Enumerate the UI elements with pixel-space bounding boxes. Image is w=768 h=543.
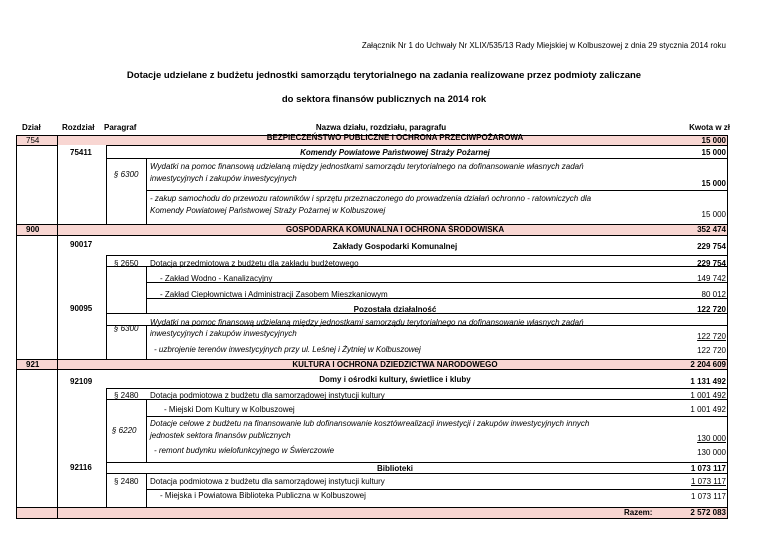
column-header-kwota: Kwota w zł — [689, 123, 730, 132]
dzial-921-name: KULTURA I OCHRONA DZIEDZICTWA NARODOWEGO — [292, 360, 498, 369]
paragraf-2480-92116-text: Dotacja podmiotowa z budżetu dla samorządowej instytucji kultury — [150, 477, 385, 486]
paragraf-6300-code: § 6300 — [114, 170, 139, 179]
task-amount: 15 000 — [701, 210, 726, 219]
task-wod-kan: - Zakład Wodno - Kanalizacyjny — [160, 274, 273, 283]
paragraf-2650-amount: 229 754 — [697, 259, 726, 268]
rozdzial-75411-name: Komendy Powiatowe Państwowej Straży Pożarnej — [300, 148, 490, 157]
rozdzial-90095-name: Pozostała działalność — [353, 305, 437, 314]
task-biblioteka-amount: 1 073 117 — [691, 492, 726, 501]
paragraf-2480-92109-amount: 1 001 492 — [690, 391, 726, 400]
document-title-line2: do sektora finansów publicznych na 2014 rok — [281, 94, 487, 105]
rozdzial-92109-name: Domy i ośrodki kultury, świetlice i kluby — [319, 375, 471, 384]
task-mdk: - Miejski Dom Kultury w Kolbuszowej — [164, 405, 295, 414]
rozdzial-90017-amount: 229 754 — [697, 242, 726, 251]
column-header-rozdzial: Rozdział — [62, 123, 95, 132]
column-header-dzial: Dział — [22, 123, 41, 132]
dzial-900-amount: 352 474 — [697, 225, 726, 234]
rozdzial-92109-code: 92109 — [70, 377, 93, 386]
paragraf-2480-92109-text: Dotacja podmiotowa z budżetu dla samorządowej instytucji kultury — [150, 391, 385, 400]
column-header-paragraf: Paragraf — [104, 123, 137, 132]
column-header-nazwa: Nazwa działu, rozdziału, paragrafu — [315, 123, 447, 132]
task-cieplownictwo: - Zakład Ciepłownictwa i Administracji Zasobem Mieszkaniowym — [160, 290, 388, 299]
dzial-921-code: 921 — [26, 360, 40, 369]
task-line2: Komendy Powiatowej Państwowej Straży Pożarnej w Kolbuszowej — [150, 206, 386, 215]
paragraf-2650-code: § 2650 — [114, 259, 139, 268]
document-title-line1: Dotacje udzielane z budżetu jednostki samorządu terytorialnego na zadania realizowane przez podmioty zaliczane — [126, 70, 642, 81]
rozdzial-90095-amount: 122 720 — [697, 305, 726, 314]
total-amount: 2 572 083 — [690, 508, 726, 517]
paragraf-6300-90095-text-line2: inwestycyjnych i zakupów inwestycyjnych — [150, 329, 297, 338]
rozdzial-92116-name: Biblioteki — [376, 464, 413, 473]
dzial-900-name: GOSPODARKA KOMUNALNA I OCHRONA ŚRODOWISKA — [285, 225, 505, 234]
rozdzial-90017-code: 90017 — [70, 240, 93, 249]
paragraf-2480-92116-code: § 2480 — [114, 477, 139, 486]
paragraf-6220-amount: 130 000 — [697, 434, 726, 443]
task-wod-kan-amount: 149 742 — [697, 274, 726, 283]
paragraf-2480-92109-code: § 2480 — [114, 391, 139, 400]
paragraf-2650-text: Dotacja przedmiotowa z budżetu dla zakładu budżetowego — [150, 259, 359, 268]
task-uzbrojenie-amount: 122 720 — [697, 346, 726, 355]
task-swierczow-amount: 130 000 — [697, 448, 726, 457]
dzial-754-code: 754 — [26, 136, 40, 145]
paragraf-6220-code: § 6220 — [112, 426, 137, 435]
task-cieplownictwo-amount: 80 012 — [701, 290, 726, 299]
dzial-754-name: BEZPIECZEŃSTWO PUBLICZNE I OCHRONA PRZECIWPOŻAROWA — [266, 133, 524, 142]
dzial-921-amount: 2 204 609 — [690, 360, 726, 369]
rozdzial-90017-name: Zakłady Gospodarki Komunalnej — [332, 242, 458, 251]
paragraf-6220-text-line1: Dotacje celowe z budżetu na finansowanie lub dofinansowanie kosztówrealizacji inwestycji i zakupów inwestycyjnych innych — [150, 419, 590, 428]
paragraf-2480-92116-amount: 1 073 117 — [691, 477, 726, 486]
rozdzial-75411-code: 75411 — [70, 148, 92, 157]
rozdzial-92116-code: 92116 — [70, 463, 92, 472]
header-note: Załącznik Nr 1 do Uchwały Nr XLIX/535/13 Rady Miejskiej w Kolbuszowej z dnia 29 stycznia 2014 roku — [361, 41, 726, 50]
task-swierczow: - remont budynku wielofunkcyjnego w Świerczowie — [154, 446, 335, 455]
rozdzial-75411-amount: 15 000 — [701, 148, 726, 157]
task-mdk-amount: 1 001 492 — [690, 405, 726, 414]
paragraf-6300-90095-code: § 6300 — [114, 324, 139, 333]
total-label: Razem: — [624, 508, 653, 517]
task-uzbrojenie: - uzbrojenie terenów inwestycyjnych przy ul. Leśnej i Żytniej w Kolbuszowej — [154, 345, 421, 354]
task-line1: - zakup samochodu do przewozu ratowników i sprzętu przeznaczonego do prowadzenia działań ochronno - ratowniczych dla — [150, 194, 592, 203]
task-biblioteka: - Miejska i Powiatowa Biblioteka Publiczna w Kolbuszowej — [160, 491, 366, 500]
paragraf-6300-90095-amount: 122 720 — [697, 332, 726, 341]
rozdzial-90095-code: 90095 — [70, 304, 93, 313]
rozdzial-92116-amount: 1 073 117 — [690, 464, 726, 473]
paragraf-6220-text-line2: jednostek sektora finansów publicznych — [150, 431, 291, 440]
rozdzial-92109-amount: 1 131 492 — [690, 377, 726, 386]
dzial-754-amount: 15 000 — [701, 136, 726, 145]
paragraf-6300-text-line2: inwestycyjnych i zakupów inwestycyjnych — [150, 174, 297, 183]
paragraf-6300-90095-text-line1: Wydatki na pomoc finansową udzielaną między jednostkami samorządu terytorialnego na dofinansowanie własnych zadań — [150, 318, 584, 327]
paragraf-6300-text-line1: Wydatki na pomoc finansową udzielaną między jednostkami samorządu terytorialnego na dofinansowanie własnych zadań — [150, 162, 584, 171]
dzial-900-code: 900 — [26, 225, 40, 234]
paragraf-6300-amount: 15 000 — [701, 179, 726, 188]
